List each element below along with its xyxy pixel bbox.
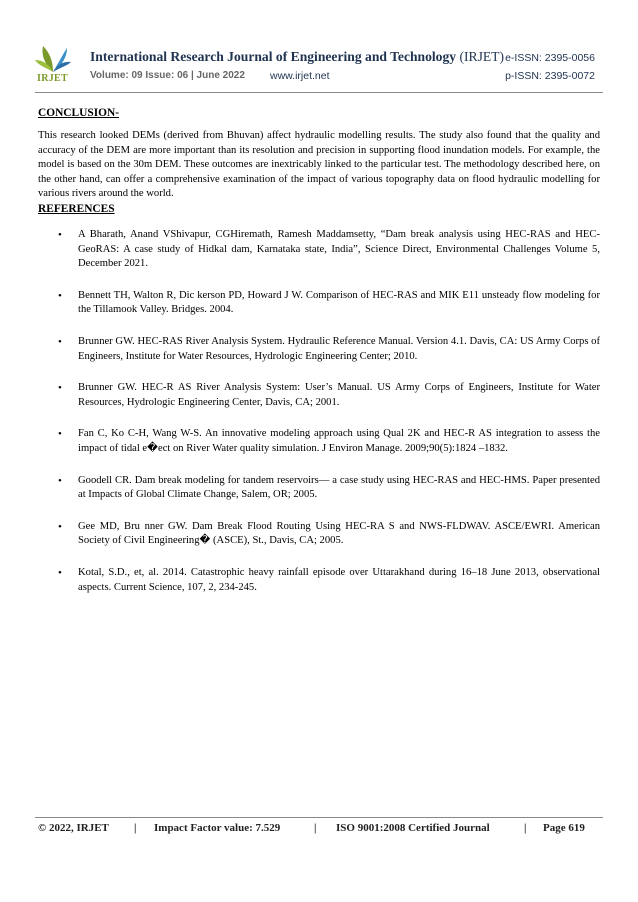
reference-text: Bennett TH, Walton R, Dic kerson PD, Howard J W. Comparison of HEC-RAS and MIK E11 unsteady flow modeling for the Tillamook Valley. Bridges. 2004. [78,289,600,316]
eissn: e-ISSN: 2395-0056 [505,52,595,64]
logo-wordmark: IRJET [37,73,68,84]
references-heading: REFERENCES [38,203,115,215]
journal-title [90,49,504,65]
reference-text: Gee MD, Bru nner GW. Dam Break Flood Routing Using HEC-RA S and NWS-FLDWAV. ASCE/EWRI. American Society of Civil Engineering� (ASCE), St., Davis, CA; 2005. [78,520,600,547]
reference-text: Fan C, Ko C-H, Wang W-S. An innovative modeling approach using Qual 2K and HEC-R AS integration to assess the impact of tidal e�ect on River Water quality simulation. J Environ Manage. 2009;90(5):1824 –1832. [78,428,600,454]
bullet-icon: • [58,520,62,533]
reference-item [58,566,600,595]
footer-separator: | [524,822,527,834]
bullet-icon: • [58,335,62,348]
footer-divider [35,817,603,818]
reference-text: A Bharath, Anand VShivapur, CGHiremath, Ramesh Maddamsetty, “Dam break analysis using HEC-RAS and HEC-GeoRAS: A case study of Hidkal dam, Karnataka state, India”, Science Direct, Environmental Challenges Volume 5, December 2021. [78,229,600,270]
reference-item [58,289,600,318]
bullet-icon: • [58,229,62,241]
website-link[interactable]: www.irjet.net [270,70,330,82]
reference-text: Brunner GW. HEC-RAS River Analysis System. Hydraulic Reference Manual. Version 4.1. Davis, CA: US Army Corps of Engineers, Institute for Water Resources, Hydrologic Engineering Center; 2010. [78,335,600,362]
bullet-icon: • [58,566,62,579]
reference-text: Kotal, S.D., et, al. 2014. Catastrophic heavy rainfall episode over Uttarakhand during 16–18 June 2013, observational aspects. Current Science, 107, 2, 234-245. [78,566,600,593]
pissn: p-ISSN: 2395-0072 [505,70,595,82]
footer-copyright: © 2022, IRJET [38,822,109,834]
bullet-icon: • [58,428,62,441]
page-footer [38,822,600,838]
references-list [58,228,600,612]
conclusion-heading: CONCLUSION- [38,107,120,119]
page-header [35,44,603,90]
reference-item [58,381,600,410]
footer-separator: | [314,822,317,834]
footer-iso: ISO 9001:2008 Certified Journal [336,822,490,834]
irjet-logo [35,44,71,88]
reference-item [58,474,600,503]
bullet-icon: • [58,474,62,487]
bullet-icon: • [58,382,62,395]
journal-abbr: (IRJET) [459,49,505,64]
footer-separator: | [134,822,137,834]
leaf-logo-icon [35,44,71,74]
reference-item [58,228,600,272]
bullet-icon: • [58,289,62,302]
header-divider [35,92,603,93]
reference-item [58,427,600,456]
reference-text: Brunner GW. HEC-R AS River Analysis System: User’s Manual. US Army Corps of Engineers, Institute for Water Resources, Hydrologic Engineering Center, Davis, CA; 2001. [78,382,600,408]
footer-page-number: Page 619 [543,822,585,834]
reference-item [58,520,600,549]
footer-impact-factor: Impact Factor value: 7.529 [154,822,281,834]
journal-title-text: International Research Journal of Engineering and Technology [90,49,457,64]
conclusion-paragraph: This research looked DEMs (derived from Bhuvan) affect hydraulic modelling results. The study also found that the quality and accuracy of the DEM are more important than its resolution and precision in supporting flood inundation models. For example, the model is based on the 30m DEM. These outcomes are inextricably linked to the particular test. The methodology described here, on the other hand, can offer a comprehensive examination of the impact of various topography data on flood hydraulic modelling for various rivers around the world. [38,130,600,200]
volume-issue: Volume: 09 Issue: 06 | June 2022 [90,70,245,81]
reference-item [58,335,600,364]
reference-text: Goodell CR. Dam break modeling for tandem reservoirs— a case study using HEC-RAS and HEC-HMS. Paper presented at Impacts of Global Climate Change, Salem, OR; 2005. [78,474,600,501]
